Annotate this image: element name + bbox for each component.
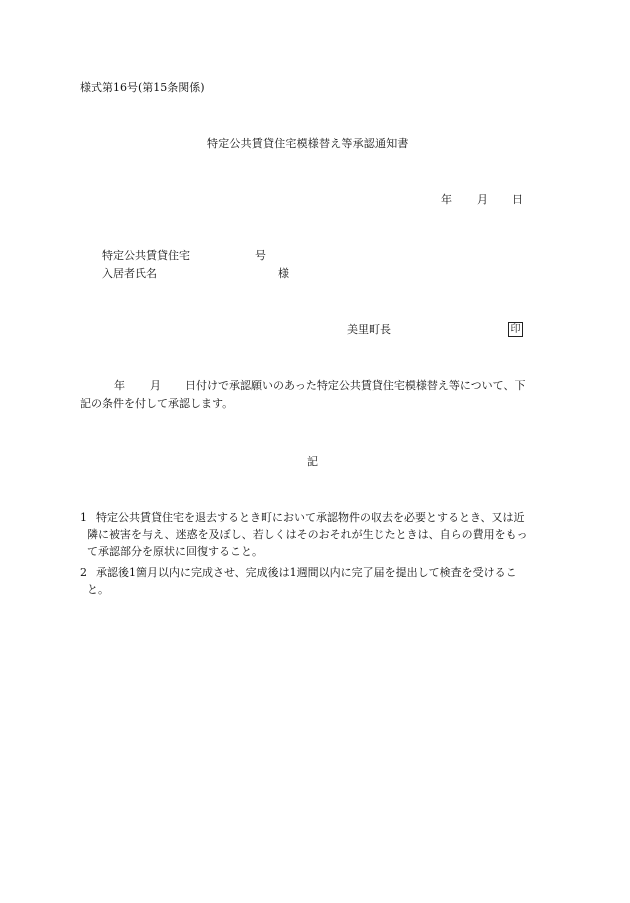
approval-line-2: 記の条件を付して承認します。 [80, 397, 234, 410]
condition-1-line-1: 特定公共賃貸住宅を退去するとき町において承認物件の収去を必要とするとき、又は近 [96, 511, 525, 524]
document-title: 特定公共賃貸住宅模様替え等承認通知書 [207, 137, 409, 150]
condition-1-number: 1 [80, 511, 87, 524]
condition-2-line-1: 承認後1箇月以内に完成させ、完成後は1週間以内に完了届を提出して検査を受けるこ [96, 566, 517, 579]
condition-2-number: 2 [80, 566, 87, 579]
approval-month: 月 [150, 379, 161, 392]
condition-1-line-3: て承認部分を原状に回復すること。 [87, 545, 263, 558]
approval-line-1-text: 日付けで承認願いのあった特定公共賃貸住宅模様替え等について、下 [185, 379, 526, 392]
date-year: 年 [441, 193, 452, 206]
condition-1 [80, 509, 550, 560]
approval-line-1 [80, 378, 550, 395]
issuer-name: 美里町長 [347, 323, 391, 336]
ki-heading: 記 [307, 455, 318, 468]
approval-year: 年 [114, 379, 125, 392]
date-day: 日 [512, 193, 523, 206]
housing-label: 特定公共賃貸住宅 [102, 249, 190, 262]
seal-mark: 印 [508, 322, 523, 337]
condition-2 [80, 564, 550, 598]
form-number: 様式第16号(第15条関係) [80, 81, 205, 94]
condition-2-line-2: と。 [87, 583, 109, 596]
date-month: 月 [477, 193, 488, 206]
housing-number-suffix: 号 [255, 249, 266, 262]
resident-name-label: 入居者氏名 [102, 267, 157, 280]
honorific: 様 [278, 267, 289, 280]
condition-1-line-2: 隣に被害を与え、迷惑を及ぼし、若しくはそのおそれが生じたときは、自らの費用をもっ [87, 528, 528, 541]
approval-paragraph [80, 378, 550, 412]
